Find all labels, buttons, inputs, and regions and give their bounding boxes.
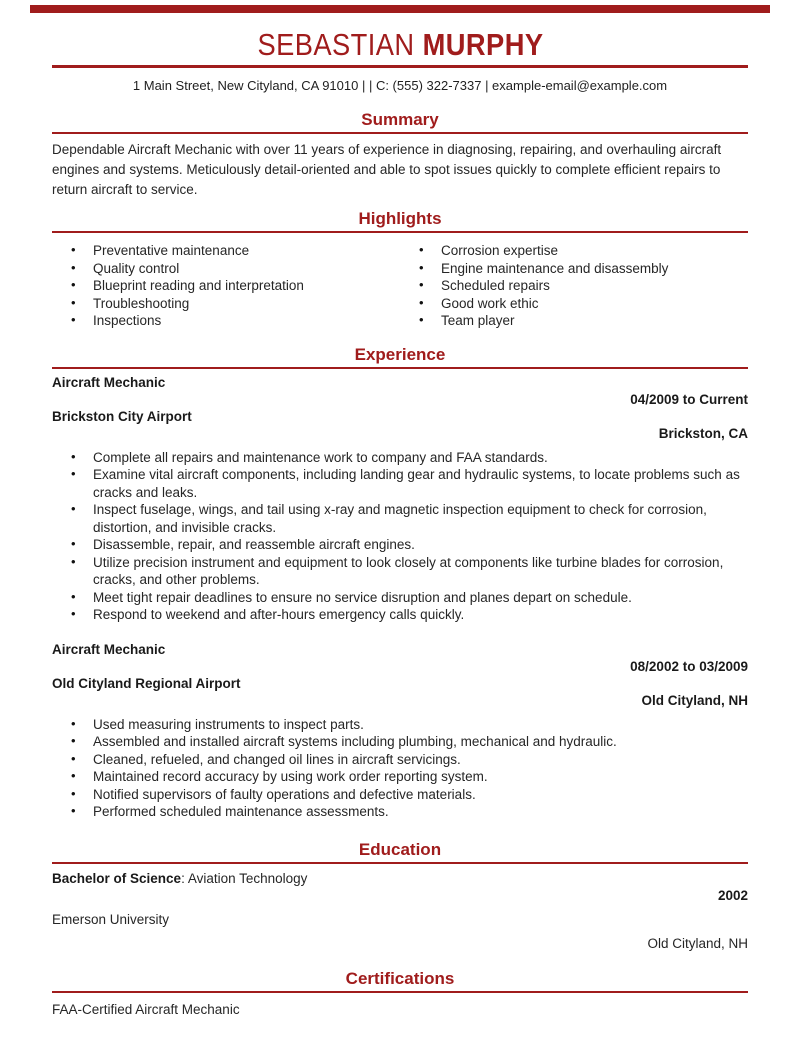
highlight-item [400,242,748,260]
education-year: 2002 [717,887,748,903]
job-bullet-text: Examine vital aircraft components, including landing gear and hydraulic systems, to locate problems such as cracks and leaks. [93,467,740,500]
highlight-item [52,242,400,260]
section-title-education: Education [52,840,748,864]
section-title-experience: Experience [52,345,748,369]
resume-page [0,5,800,1040]
highlight-item [52,277,400,295]
job-bullet-text: Respond to weekend and after-hours emergency calls quickly. [93,607,465,622]
job-dates: 08/2002 to 03/2009 [630,658,748,674]
highlight-text: Blueprint reading and interpretation [93,278,304,293]
education-location: Old Cityland, NH [647,935,748,951]
bullet-icon: • [71,715,76,731]
job-location: Brickston, CA [658,425,748,441]
job-bullet-text: Assembled and installed aircraft systems including plumbing, mechanical and hydraulic. [93,734,617,749]
education-degree-separator: : [181,870,188,886]
job-bullet [52,536,748,554]
bullet-icon: • [71,553,76,569]
bullet-icon: • [71,277,76,292]
job-bullet-list [52,449,748,624]
job-bullet [52,751,748,769]
bullet-icon: • [71,536,76,551]
job-bullet [52,768,748,786]
highlight-item [52,312,400,330]
bullet-icon: • [419,312,424,327]
contact-line: 1 Main Street, New Cityland, CA 91010 | | C: (555) 322-7337 | example-email@example.com [132,78,668,93]
education-degree: Bachelor of Science [52,870,182,886]
highlight-item [400,260,748,278]
bullet-icon: • [71,312,76,327]
job-employer: Old Cityland Regional Airport [52,675,241,691]
bullet-icon: • [71,294,76,310]
job-bullet-text: Disassemble, repair, and reassemble aircraft engines. [93,537,415,552]
bullet-icon: • [71,606,76,621]
highlight-text: Troubleshooting [93,295,190,311]
summary-text: Dependable Aircraft Mechanic with over 11 years of experience in diagnosing, repairing, and overhauling aircraft engines and systems. Meticulously detail-oriented and able to spot issues quickly to complete efficient repairs to return aircraft to service. [52,142,722,197]
job-bullet-text: Utilize precision instrument and equipment to look closely at components like turbine blades for corrosion, cracks, and other problems. [93,554,724,587]
highlight-text: Preventative maintenance [93,243,250,258]
bullet-icon: • [71,259,76,275]
job-bullet-text: Meet tight repair deadlines to ensure no service disruption and planes depart on schedule. [93,589,632,605]
job-bullet-text: Notified supervisors of faulty operations and defective materials. [93,786,476,802]
candidate-name [0,28,800,62]
job-bullet-text: Used measuring instruments to inspect parts. [93,716,364,732]
highlight-text: Corrosion expertise [441,243,559,258]
bullet-icon: • [419,259,424,275]
highlight-text: Inspections [93,313,162,328]
section-title-summary: Summary [52,110,748,134]
highlight-text: Quality control [93,260,180,276]
job-bullet [52,466,748,501]
highlights-right-column [400,242,748,330]
job-title: Aircraft Mechanic [52,641,166,657]
job-title: Aircraft Mechanic [52,374,166,390]
bullet-icon: • [419,277,424,292]
bullet-icon: • [71,785,76,801]
bullet-icon: • [71,466,76,481]
bullet-icon: • [71,733,76,748]
highlight-text: Scheduled repairs [441,278,550,293]
education-entry [52,870,748,952]
job-bullet-text: Inspect fuselage, wings, and tail using x-ray and magnetic inspection equipment to check for corrosion, distortion, and invisible cracks. [93,502,707,535]
section-title-certifications: Certifications [52,969,748,993]
highlights-left-column [52,242,400,330]
job-bullet-text: Maintained record accuracy by using work order reporting system. [93,769,488,784]
job-bullet [52,803,748,821]
bullet-icon: • [71,448,76,464]
job-employer: Brickston City Airport [52,408,192,424]
bullet-icon: • [71,750,76,766]
certification-item: FAA-Certified Aircraft Mechanic [52,1001,240,1017]
job-entry-1 [52,374,748,624]
bullet-icon: • [419,242,424,257]
bullet-icon: • [71,768,76,783]
job-bullet-text: Complete all repairs and maintenance work to company and FAA standards. [93,449,548,465]
education-school: Emerson University [52,911,170,927]
job-bullet [52,589,748,607]
highlight-item [52,260,400,278]
job-bullet [52,786,748,804]
name-divider [52,65,748,68]
top-accent-bar [30,5,770,13]
bullet-icon: • [71,242,76,257]
bullet-icon: • [419,294,424,310]
highlight-text: Team player [441,313,515,328]
highlight-text: Good work ethic [441,295,539,311]
education-field: Aviation Technology [187,870,308,886]
job-bullet [52,501,748,536]
job-bullet-list [52,716,748,821]
bullet-icon: • [71,803,76,818]
section-title-highlights: Highlights [52,209,748,233]
highlights-columns [52,242,748,330]
highlight-item [400,295,748,313]
bullet-icon: • [71,588,76,604]
job-location: Old Cityland, NH [641,692,748,708]
job-bullet [52,554,748,589]
job-bullet [52,606,748,624]
highlight-item [400,312,748,330]
highlight-text: Engine maintenance and disassembly [441,260,669,276]
job-bullet [52,733,748,751]
candidate-last-name: MURPHY [422,27,543,62]
job-bullet [52,716,748,734]
job-bullet [52,449,748,467]
highlight-item [52,295,400,313]
bullet-icon: • [71,501,76,516]
job-bullet-text: Cleaned, refueled, and changed oil lines in aircraft servicings. [93,751,461,767]
highlight-item [400,277,748,295]
job-entry-2 [52,641,748,821]
job-bullet-text: Performed scheduled maintenance assessments. [93,804,389,819]
job-dates: 04/2009 to Current [630,391,748,407]
education-degree-line [52,870,748,887]
candidate-first-name: SEBASTIAN [257,27,415,62]
